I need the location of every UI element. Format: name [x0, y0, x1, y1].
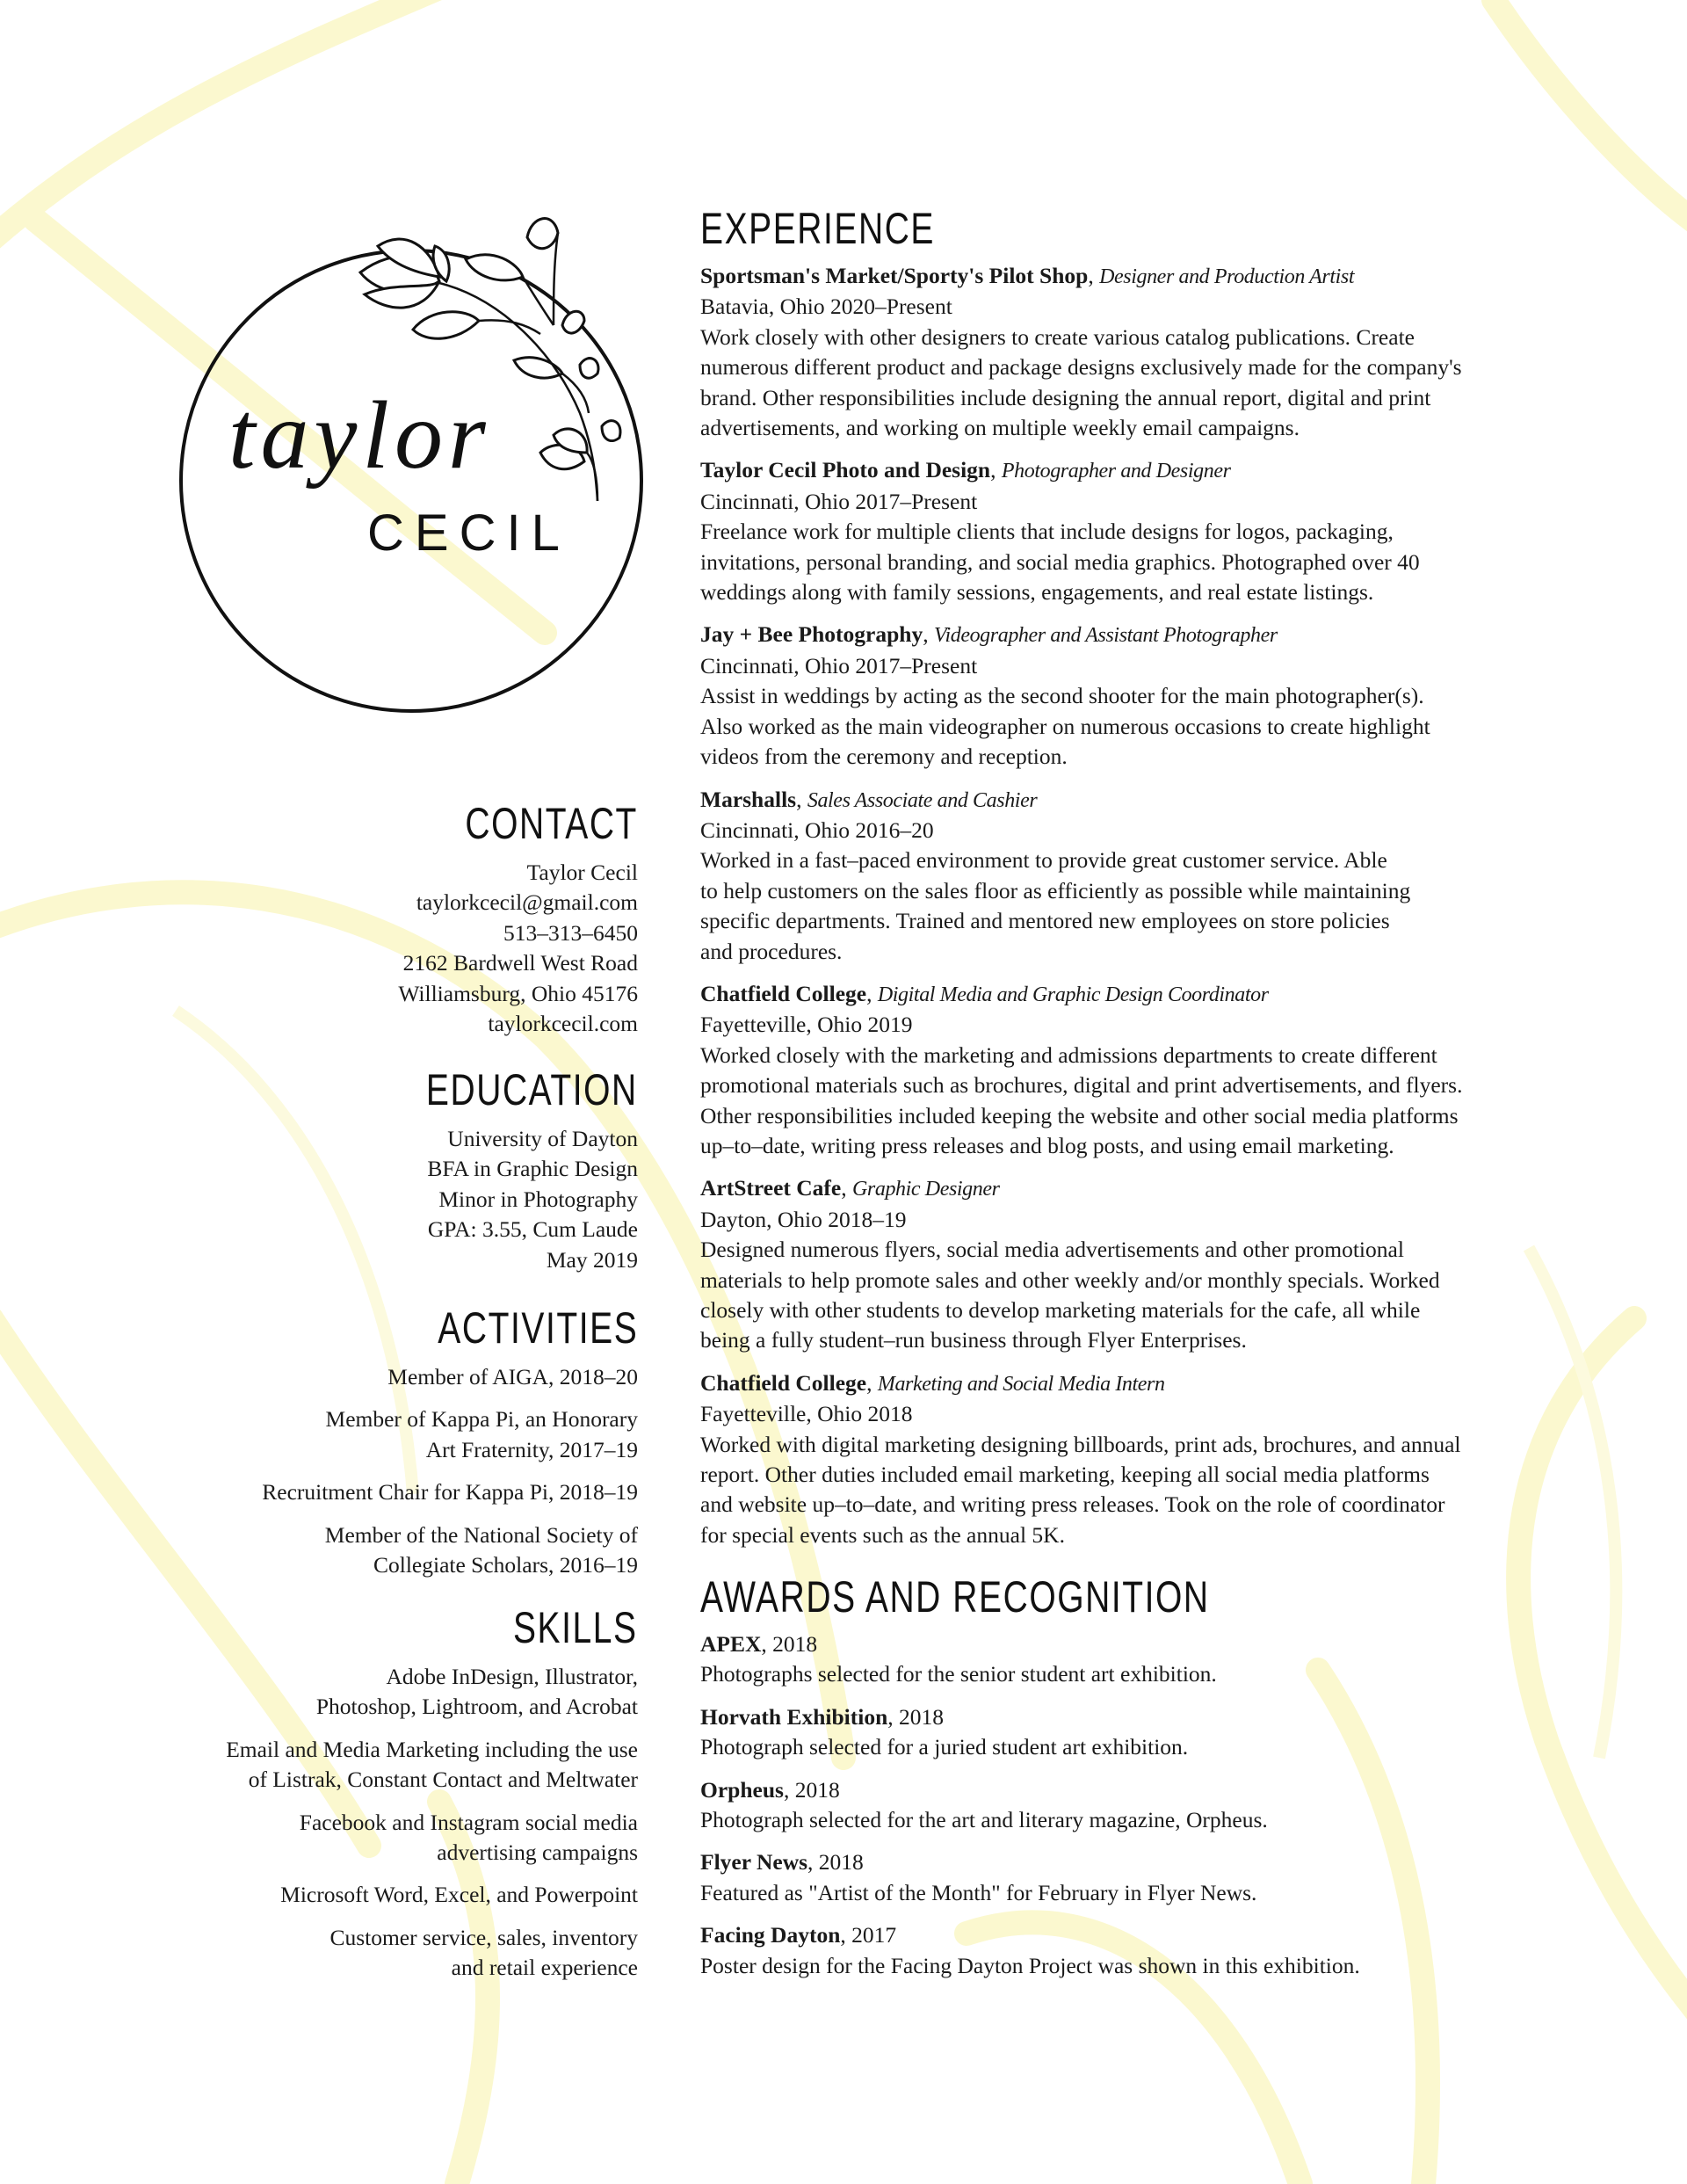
- skill-item: [146, 1808, 638, 1868]
- skills-heading: SKILLS: [513, 1603, 638, 1652]
- job-location-dates: Fayetteville, Ohio 2019: [700, 1012, 913, 1038]
- award-description: Photograph selected for the art and literary magazine, Orpheus.: [700, 1807, 1268, 1833]
- job-description-line: Assist in weddings by acting as the second shooter for the main photographer(s).: [700, 683, 1424, 709]
- contact-line: Taylor Cecil: [526, 860, 638, 885]
- job-role: Sales Associate and Cashier: [807, 788, 1038, 812]
- experience-title-line: [700, 1173, 1579, 1204]
- skill-item-line: of Listrak, Constant Contact and Meltwater: [248, 1767, 638, 1793]
- job-description-line: specific departments. Trained and mentored new employees on store policies: [700, 908, 1390, 934]
- awards-heading: AWARDS AND RECOGNITION: [700, 1572, 1210, 1622]
- company-name: Jay + Bee Photography: [700, 621, 923, 648]
- logo: [167, 211, 659, 721]
- education-line: May 2019: [546, 1246, 638, 1273]
- experience-entry: [700, 620, 1579, 772]
- award-year: , 2018: [761, 1631, 818, 1657]
- job-location-dates: Dayton, Ohio 2018–19: [700, 1206, 907, 1232]
- contact-line: taylorkcecil@gmail.com: [416, 889, 638, 916]
- job-description-line: Designed numerous flyers, social media advertisements and other promotional: [700, 1237, 1404, 1263]
- skill-item-line: Email and Media Marketing including the use: [226, 1736, 638, 1762]
- company-name: Chatfield College: [700, 980, 867, 1006]
- award-description: Poster design for the Facing Dayton Project was shown in this exhibition.: [700, 1952, 1360, 1978]
- skill-item-line: Microsoft Word, Excel, and Powerpoint: [280, 1882, 638, 1908]
- skill-item-line: and retail experience: [451, 1955, 638, 1981]
- company-name: Chatfield College: [700, 1369, 867, 1396]
- award-description: Featured as "Artist of the Month" for February in Flyer News.: [700, 1879, 1257, 1905]
- separator: ,: [866, 980, 878, 1006]
- award-entry: [700, 1629, 1579, 1690]
- job-description-line: and procedures.: [700, 938, 843, 964]
- job-description-line: videos from the ceremony and reception.: [700, 744, 1068, 770]
- skill-item: [146, 1880, 638, 1910]
- company-name: Taylor Cecil Photo and Design: [700, 457, 991, 483]
- award-title-line: [700, 1920, 1579, 1950]
- award-year: , 2018: [783, 1776, 840, 1803]
- award-title-line: [700, 1847, 1579, 1877]
- education-line: BFA in Graphic Design: [427, 1156, 638, 1182]
- skill-item: [146, 1735, 638, 1796]
- job-role: Graphic Designer: [851, 1178, 1000, 1201]
- job-role: Photographer and Designer: [1001, 460, 1231, 483]
- job-location-dates: Batavia, Ohio 2020–Present: [700, 294, 952, 320]
- job-location-dates: Cincinnati, Ohio 2016–20: [700, 816, 934, 843]
- award-title: Orpheus: [700, 1776, 784, 1803]
- experience-title-line: [700, 620, 1579, 650]
- job-description-line: brand. Other responsibilities include designing the annual report, digital and print: [700, 384, 1431, 410]
- job-role: Designer and Production Artist: [1099, 265, 1355, 288]
- skill-item-line: Customer service, sales, inventory: [329, 1924, 638, 1950]
- experience-heading: EXPERIENCE: [700, 204, 936, 253]
- award-entry: [700, 1775, 1579, 1836]
- job-location-dates: Fayetteville, Ohio 2018: [700, 1401, 913, 1427]
- job-description-line: invitations, personal branding, and social media graphics. Photographed over 40: [700, 548, 1420, 575]
- logo-script-name: taylor: [228, 381, 491, 489]
- activities-section: [146, 1303, 638, 1593]
- experience-entry: [700, 261, 1579, 443]
- experience-title-line: [700, 455, 1579, 486]
- activity-item-line: Collegiate Scholars, 2016–19: [373, 1552, 638, 1578]
- award-title: Facing Dayton: [700, 1922, 841, 1948]
- award-year: , 2017: [840, 1922, 897, 1948]
- activity-item: [146, 1477, 638, 1507]
- award-year: , 2018: [807, 1849, 864, 1876]
- awards-section: [700, 1572, 1579, 1993]
- experience-entry: [700, 785, 1579, 967]
- experience-section: [700, 204, 1579, 1563]
- job-description-line: advertisements, and working on multiple weekly email campaigns.: [700, 415, 1300, 441]
- separator: ,: [796, 786, 807, 812]
- experience-entry: [700, 1368, 1579, 1550]
- contact-line: 2162 Bardwell West Road: [402, 950, 638, 976]
- separator: ,: [990, 457, 1002, 483]
- job-description-line: Worked in a fast–paced environment to provide great customer service. Able: [700, 847, 1387, 874]
- contact-line: 513–313–6450: [503, 919, 638, 946]
- activity-item: [146, 1404, 638, 1465]
- award-title: APEX: [700, 1631, 762, 1657]
- job-description-line: being a fully student–run business through Flyer Enterprises.: [700, 1327, 1247, 1353]
- award-description: Photograph selected for a juried student art exhibition.: [700, 1734, 1189, 1760]
- education-section: [146, 1065, 638, 1275]
- job-description-line: weddings along with family sessions, engagements, and real estate listings.: [700, 579, 1374, 606]
- skill-item: [146, 1662, 638, 1723]
- skill-item: [146, 1923, 638, 1984]
- award-title-line: [700, 1702, 1579, 1732]
- education-heading: EDUCATION: [426, 1065, 638, 1114]
- experience-entry: [700, 979, 1579, 1161]
- job-role: Marketing and Social Media Intern: [877, 1372, 1165, 1396]
- job-description-line: Work closely with other designers to create various catalog publications. Create: [700, 323, 1415, 350]
- education-line: GPA: 3.55, Cum Laude: [427, 1216, 638, 1243]
- award-entry: [700, 1702, 1579, 1763]
- job-description-line: to help customers on the sales floor as efficiently as possible while maintaining: [700, 877, 1411, 903]
- contact-section: [146, 799, 638, 1039]
- award-entry: [700, 1847, 1579, 1908]
- job-description-line: closely with other students to develop marketing materials for the cafe, all while: [700, 1297, 1421, 1323]
- job-location-dates: Cincinnati, Ohio 2017–Present: [700, 652, 978, 678]
- job-role: Videographer and Assistant Photographer: [933, 624, 1278, 648]
- logo-caps-name: CECIL: [367, 504, 570, 562]
- experience-title-line: [700, 1368, 1579, 1399]
- award-title-line: [700, 1629, 1579, 1659]
- activity-item-line: Member of AIGA, 2018–20: [387, 1364, 638, 1389]
- activity-item: [146, 1520, 638, 1581]
- contact-line: Williamsburg, Ohio 45176: [398, 980, 638, 1006]
- skill-item-line: advertising campaigns: [437, 1839, 638, 1866]
- separator: ,: [841, 1175, 852, 1201]
- skills-section: [146, 1603, 638, 1996]
- separator: ,: [866, 1369, 878, 1396]
- experience-title-line: [700, 261, 1579, 292]
- award-entry: [700, 1920, 1579, 1981]
- award-title-line: [700, 1775, 1579, 1805]
- skill-item-line: Facebook and Instagram social media: [299, 1809, 638, 1835]
- award-title: Flyer News: [700, 1849, 808, 1876]
- job-description-line: up–to–date, writing press releases and blog posts, and using email marketing.: [700, 1132, 1394, 1158]
- award-description: Photographs selected for the senior student art exhibition.: [700, 1661, 1217, 1687]
- separator: ,: [923, 621, 934, 648]
- company-name: Sportsman's Market/Sporty's Pilot Shop: [700, 263, 1089, 288]
- activity-item-line: Member of the National Society of: [324, 1521, 638, 1548]
- skill-item-line: Adobe InDesign, Illustrator,: [386, 1664, 638, 1689]
- job-location-dates: Cincinnati, Ohio 2017–Present: [700, 488, 978, 514]
- award-year: , 2018: [887, 1703, 945, 1730]
- job-description-line: for special events such as the annual 5K.: [700, 1521, 1065, 1548]
- separator: ,: [1088, 263, 1100, 288]
- award-title: Horvath Exhibition: [700, 1703, 888, 1730]
- job-role: Digital Media and Graphic Design Coordinator: [877, 983, 1269, 1006]
- job-description-line: Worked closely with the marketing and admissions departments to create different: [700, 1041, 1437, 1068]
- activity-item: [146, 1362, 638, 1392]
- activities-heading: ACTIVITIES: [438, 1303, 638, 1353]
- experience-title-line: [700, 979, 1579, 1010]
- activity-item-line: Member of Kappa Pi, an Honorary: [325, 1406, 638, 1433]
- job-description-line: Worked with digital marketing designing billboards, print ads, brochures, and annual: [700, 1431, 1461, 1457]
- contact-heading: CONTACT: [465, 799, 638, 848]
- job-description-line: Other responsibilities included keeping the website and other social media platforms: [700, 1102, 1459, 1128]
- company-name: ArtStreet Cafe: [700, 1175, 842, 1201]
- education-line: Minor in Photography: [438, 1186, 638, 1212]
- activity-item-line: Art Fraternity, 2017–19: [425, 1436, 638, 1462]
- company-name: Marshalls: [700, 786, 797, 812]
- job-description-line: report. Other duties included email marketing, keeping all social media platforms: [700, 1462, 1430, 1488]
- activity-item-line: Recruitment Chair for Kappa Pi, 2018–19: [262, 1479, 638, 1506]
- experience-entry: [700, 1173, 1579, 1355]
- education-line: University of Dayton: [447, 1126, 638, 1151]
- job-description-line: Also worked as the main videographer on numerous occasions to create highlight: [700, 713, 1430, 739]
- experience-entry: [700, 455, 1579, 607]
- skill-item-line: Photoshop, Lightroom, and Acrobat: [315, 1694, 638, 1720]
- experience-title-line: [700, 785, 1579, 816]
- job-description-line: materials to help promote sales and other weekly and/or monthly specials. Worked: [700, 1266, 1440, 1293]
- job-description-line: numerous different product and package designs exclusively made for the company's: [700, 354, 1462, 381]
- contact-line: taylorkcecil.com: [488, 1011, 638, 1037]
- job-description-line: and website up–to–date, and writing press releases. Took on the role of coordinator: [700, 1491, 1445, 1518]
- job-description-line: promotional materials such as brochures, digital and print advertisements, and flyers.: [700, 1072, 1463, 1099]
- job-description-line: Freelance work for multiple clients that include designs for logos, packaging,: [700, 519, 1394, 545]
